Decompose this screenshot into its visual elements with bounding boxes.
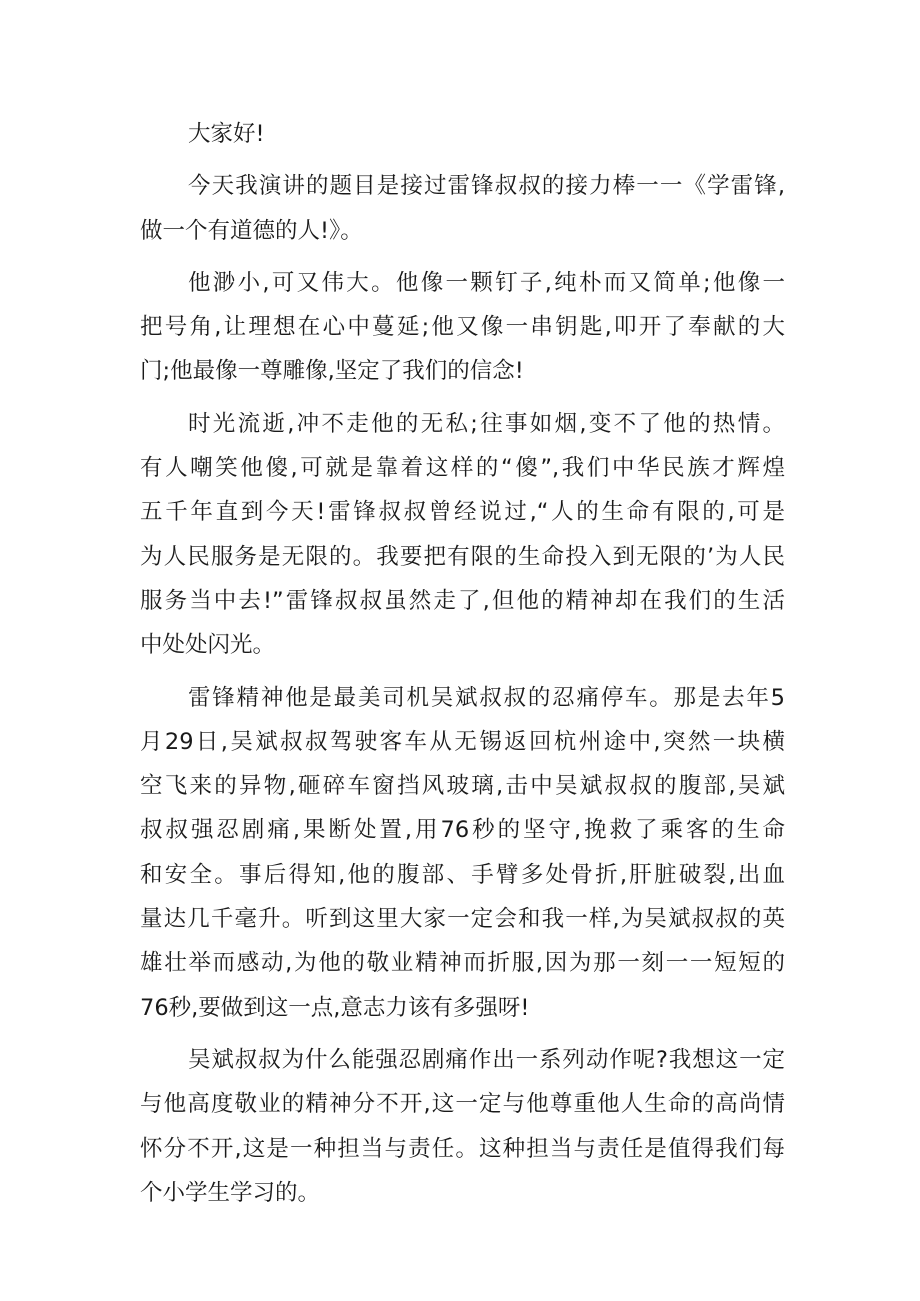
text-line: 中处处闪光。 <box>140 632 276 659</box>
text-line: 门;他最像一尊雕像,坚定了我们的信念! <box>140 358 524 385</box>
paragraph-wubin-story <box>140 676 785 1030</box>
text-line: 月29日,吴斌叔叔驾驶客车从无锡返回杭州途中,突然一块横 <box>140 728 785 755</box>
text-line: 与他高度敬业的精神分不开,这一定与他尊重他人生命的高尚情 <box>140 1091 785 1118</box>
text-line: 时光流逝,冲不走他的无私;往事如烟,变不了他的热情。 <box>188 410 785 437</box>
text-line: 量达几千毫升。听到这里大家一定会和我一样,为吴斌叔叔的英 <box>140 906 785 933</box>
text-line: 叔叔强忍剧痛,果断处置,用76秒的坚守,挽救了乘客的生命 <box>140 817 785 844</box>
text-line: 做一个有道德的人!》。 <box>140 217 363 244</box>
text-line: 个小学生学习的。 <box>140 1179 321 1206</box>
speech-text <box>140 112 785 1223</box>
text-line: 为人民服务是无限的。我要把有限的生命投入到无限的’为人民 <box>140 543 785 570</box>
text-line: 今天我演讲的题目是接过雷锋叔叔的接力棒一一《学雷锋, <box>188 173 785 200</box>
text-line: 空飞来的异物,砸碎车窗挡风玻璃,击中吴斌叔叔的腹部,吴斌 <box>140 773 785 800</box>
text-line: 和安全。事后得知,他的腹部、手臂多处骨折,肝脏破裂,出血 <box>140 861 785 888</box>
text-line: 把号角,让理想在心中蔓延;他又像一串钥匙,叩开了奉献的大 <box>140 314 785 341</box>
text-line: 服务当中去!”雷锋叔叔虽然走了,但他的精神却在我们的生活 <box>140 587 785 614</box>
paragraph-conclusion <box>140 1038 785 1215</box>
text-line: 他渺小,可又伟大。他像一颗钉子,纯朴而又简单;他像一 <box>188 269 785 296</box>
text-line: 吴斌叔叔为什么能强忍剧痛作出一系列动作呢?我想这一定 <box>188 1046 785 1073</box>
text-line: 雄壮举而感动,为他的敬业精神而折服,因为那一刻一一短短的 <box>140 950 785 977</box>
paragraph-time <box>140 402 785 668</box>
text-line: 有人嘲笑他傻,可就是靠着这样的“傻”,我们中华民族才辉煌 <box>140 455 785 482</box>
text-line: 雷锋精神他是最美司机吴斌叔叔的忍痛停车。那是去年5 <box>188 684 785 711</box>
text-line: 怀分不开,这是一种担当与责任。这种担当与责任是值得我们每 <box>140 1135 785 1162</box>
paragraph-greeting <box>140 112 785 156</box>
text-line: 五千年直到今天!雷锋叔叔曾经说过,“人的生命有限的,可是 <box>140 499 785 526</box>
text-line: 76秒,要做到这一点,意志力该有多强呀! <box>140 994 530 1021</box>
paragraph-metaphor <box>140 261 785 394</box>
text-line: 大家好! <box>188 121 265 147</box>
paragraph-title <box>140 164 785 253</box>
